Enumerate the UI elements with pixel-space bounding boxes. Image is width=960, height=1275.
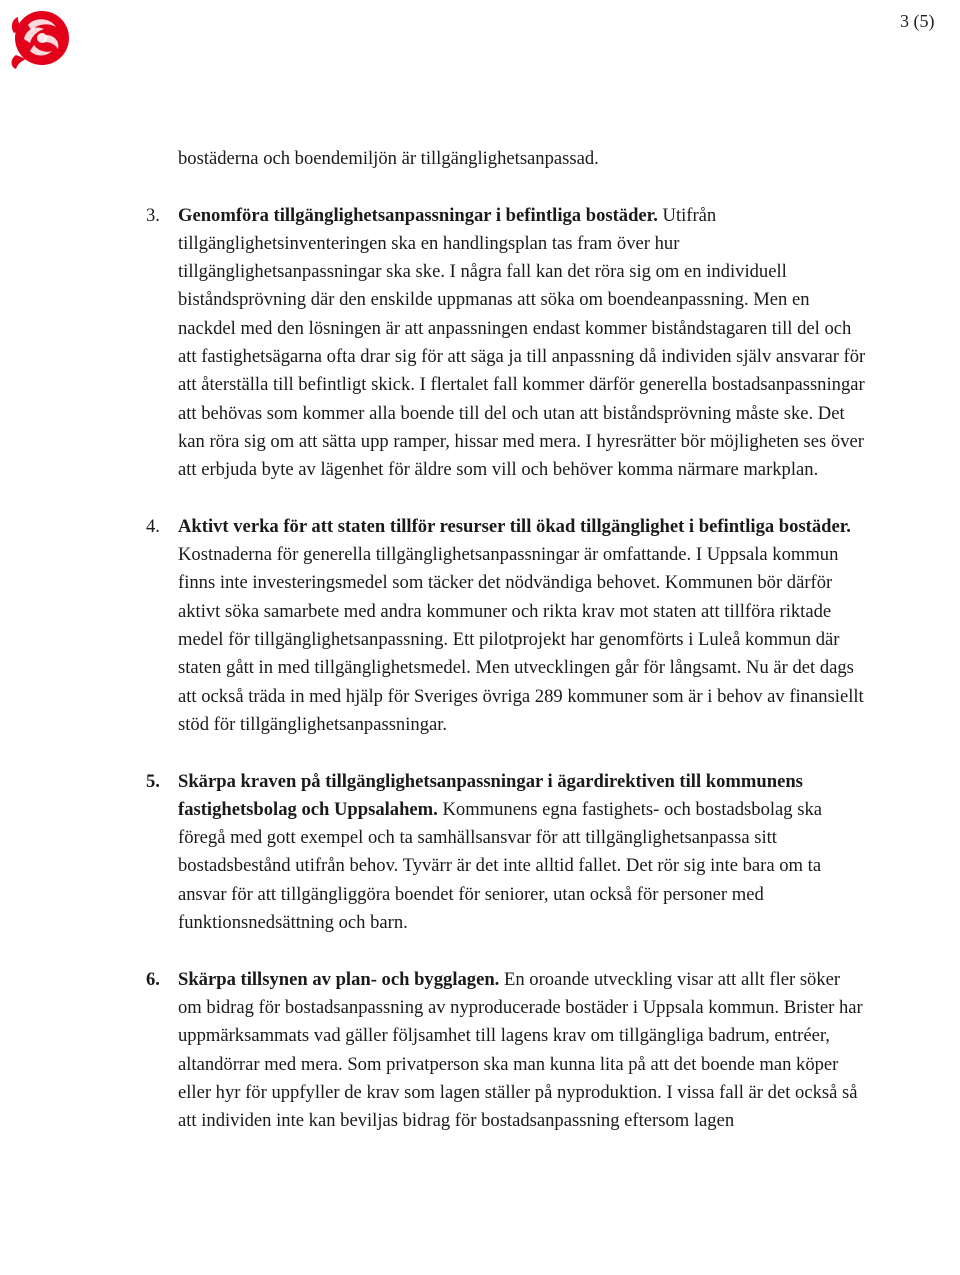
list-item-3 xyxy=(146,202,868,485)
item-heading: Genomföra tillgänglighetsanpassningar i befintliga bostäder. xyxy=(178,204,658,226)
item-number: 4. xyxy=(146,515,160,537)
item-text: En oroande utveckling visar att allt fler söker om bidrag för bostadsanpassning av nyproducerade bostäder i Uppsala kommun. Brister har uppmärksammats vad gäller följsamhet till lagens krav om tillgängliga badrum, entréer, altandörrar med mera. Som privatperson ska man kunna lita på att det boende man köper eller hyr för uppfyller de krav som lagen ställer på nyproduktion. I vissa fall är det också så att individen inte kan beviljas bidrag för bostadsanpassning eftersom lagen xyxy=(178,968,863,1132)
item-heading: Skärpa kraven på tillgänglighetsanpassningar i ägardirektiven till kommunens fastighetsbolag och Uppsalahem. xyxy=(178,770,803,820)
intro-paragraph: bostäderna och boendemiljön är tillgänglighetsanpassad. xyxy=(178,148,599,169)
item-text: Utifrån tillgänglighetsinventeringen ska en handlingsplan tas fram över hur tillgänglighetsanpassningar ska ske. I några fall kan det röra sig om en individuell biståndsprövning där den enskilde uppmanas att söka om boendeanpassning. Men en nackdel med den lösningen är att anpassningen endast kommer biståndstagaren till del och att fastighetsägarna ofta drar sig för att säga ja till anpassning då individen själv ansvarar för att återställa till befintligt skick. I flertalet fall kommer därför generella bostadsanpassningar att behövas som kommer alla boende till del och utan att biståndsprövning måste ske. Det kan röra sig om att sätta upp ramper, hissar med mera. I hyresrätter bör möjligheten ses över att erbjuda byte av lägenhet för äldre som vill och behöver komma närmare markplan. xyxy=(178,204,866,481)
document-body xyxy=(146,145,868,1135)
item-number: 5. xyxy=(146,770,160,792)
item-number: 3. xyxy=(146,204,160,226)
item-text: Kostnaderna för generella tillgänglighetsanpassningar är omfattande. I Uppsala kommun finns inte investeringsmedel som täcker det nödvändiga behovet. Kommunen bör därför aktivt söka samarbete med andra kommuner och rikta krav mot staten att tillföra riktade medel för tillgänglighetsanpassning. Ett pilotprojekt har genomförts i Luleå kommun där staten gått in med tillgänglighetsmedel. Men utvecklingen går för långsamt. Nu är det dags att också träda in med hjälp för Sveriges övriga 289 kommuner som är i behov av finansiellt stöd för tillgänglighetsanpassningar. xyxy=(178,544,864,735)
list-item-4 xyxy=(146,513,868,739)
page-number: 3 (5) xyxy=(900,11,935,31)
item-text: Kommunens egna fastighets- och bostadsbolag ska föregå med gott exempel och ta samhällsansvar för att tillgänglighetsanpassa sitt bostadsbestånd utifrån behov. Tyvärr är det inte alltid fallet. Det rör sig inte bara om ta ansvar för att tillgängliggöra boendet för seniorer, utan också för personer med funktionsnedsättning och barn. xyxy=(178,798,823,934)
item-heading: Skärpa tillsynen av plan- och bygglagen. xyxy=(178,968,500,990)
red-rose-logo-icon xyxy=(6,5,74,73)
item-heading: Aktivt verka för att staten tillför resurser till ökad tillgänglighet i befintliga bostäder. xyxy=(178,515,851,537)
list-item-6 xyxy=(146,966,868,1136)
list-item-5 xyxy=(146,768,868,938)
item-number: 6. xyxy=(146,968,160,990)
